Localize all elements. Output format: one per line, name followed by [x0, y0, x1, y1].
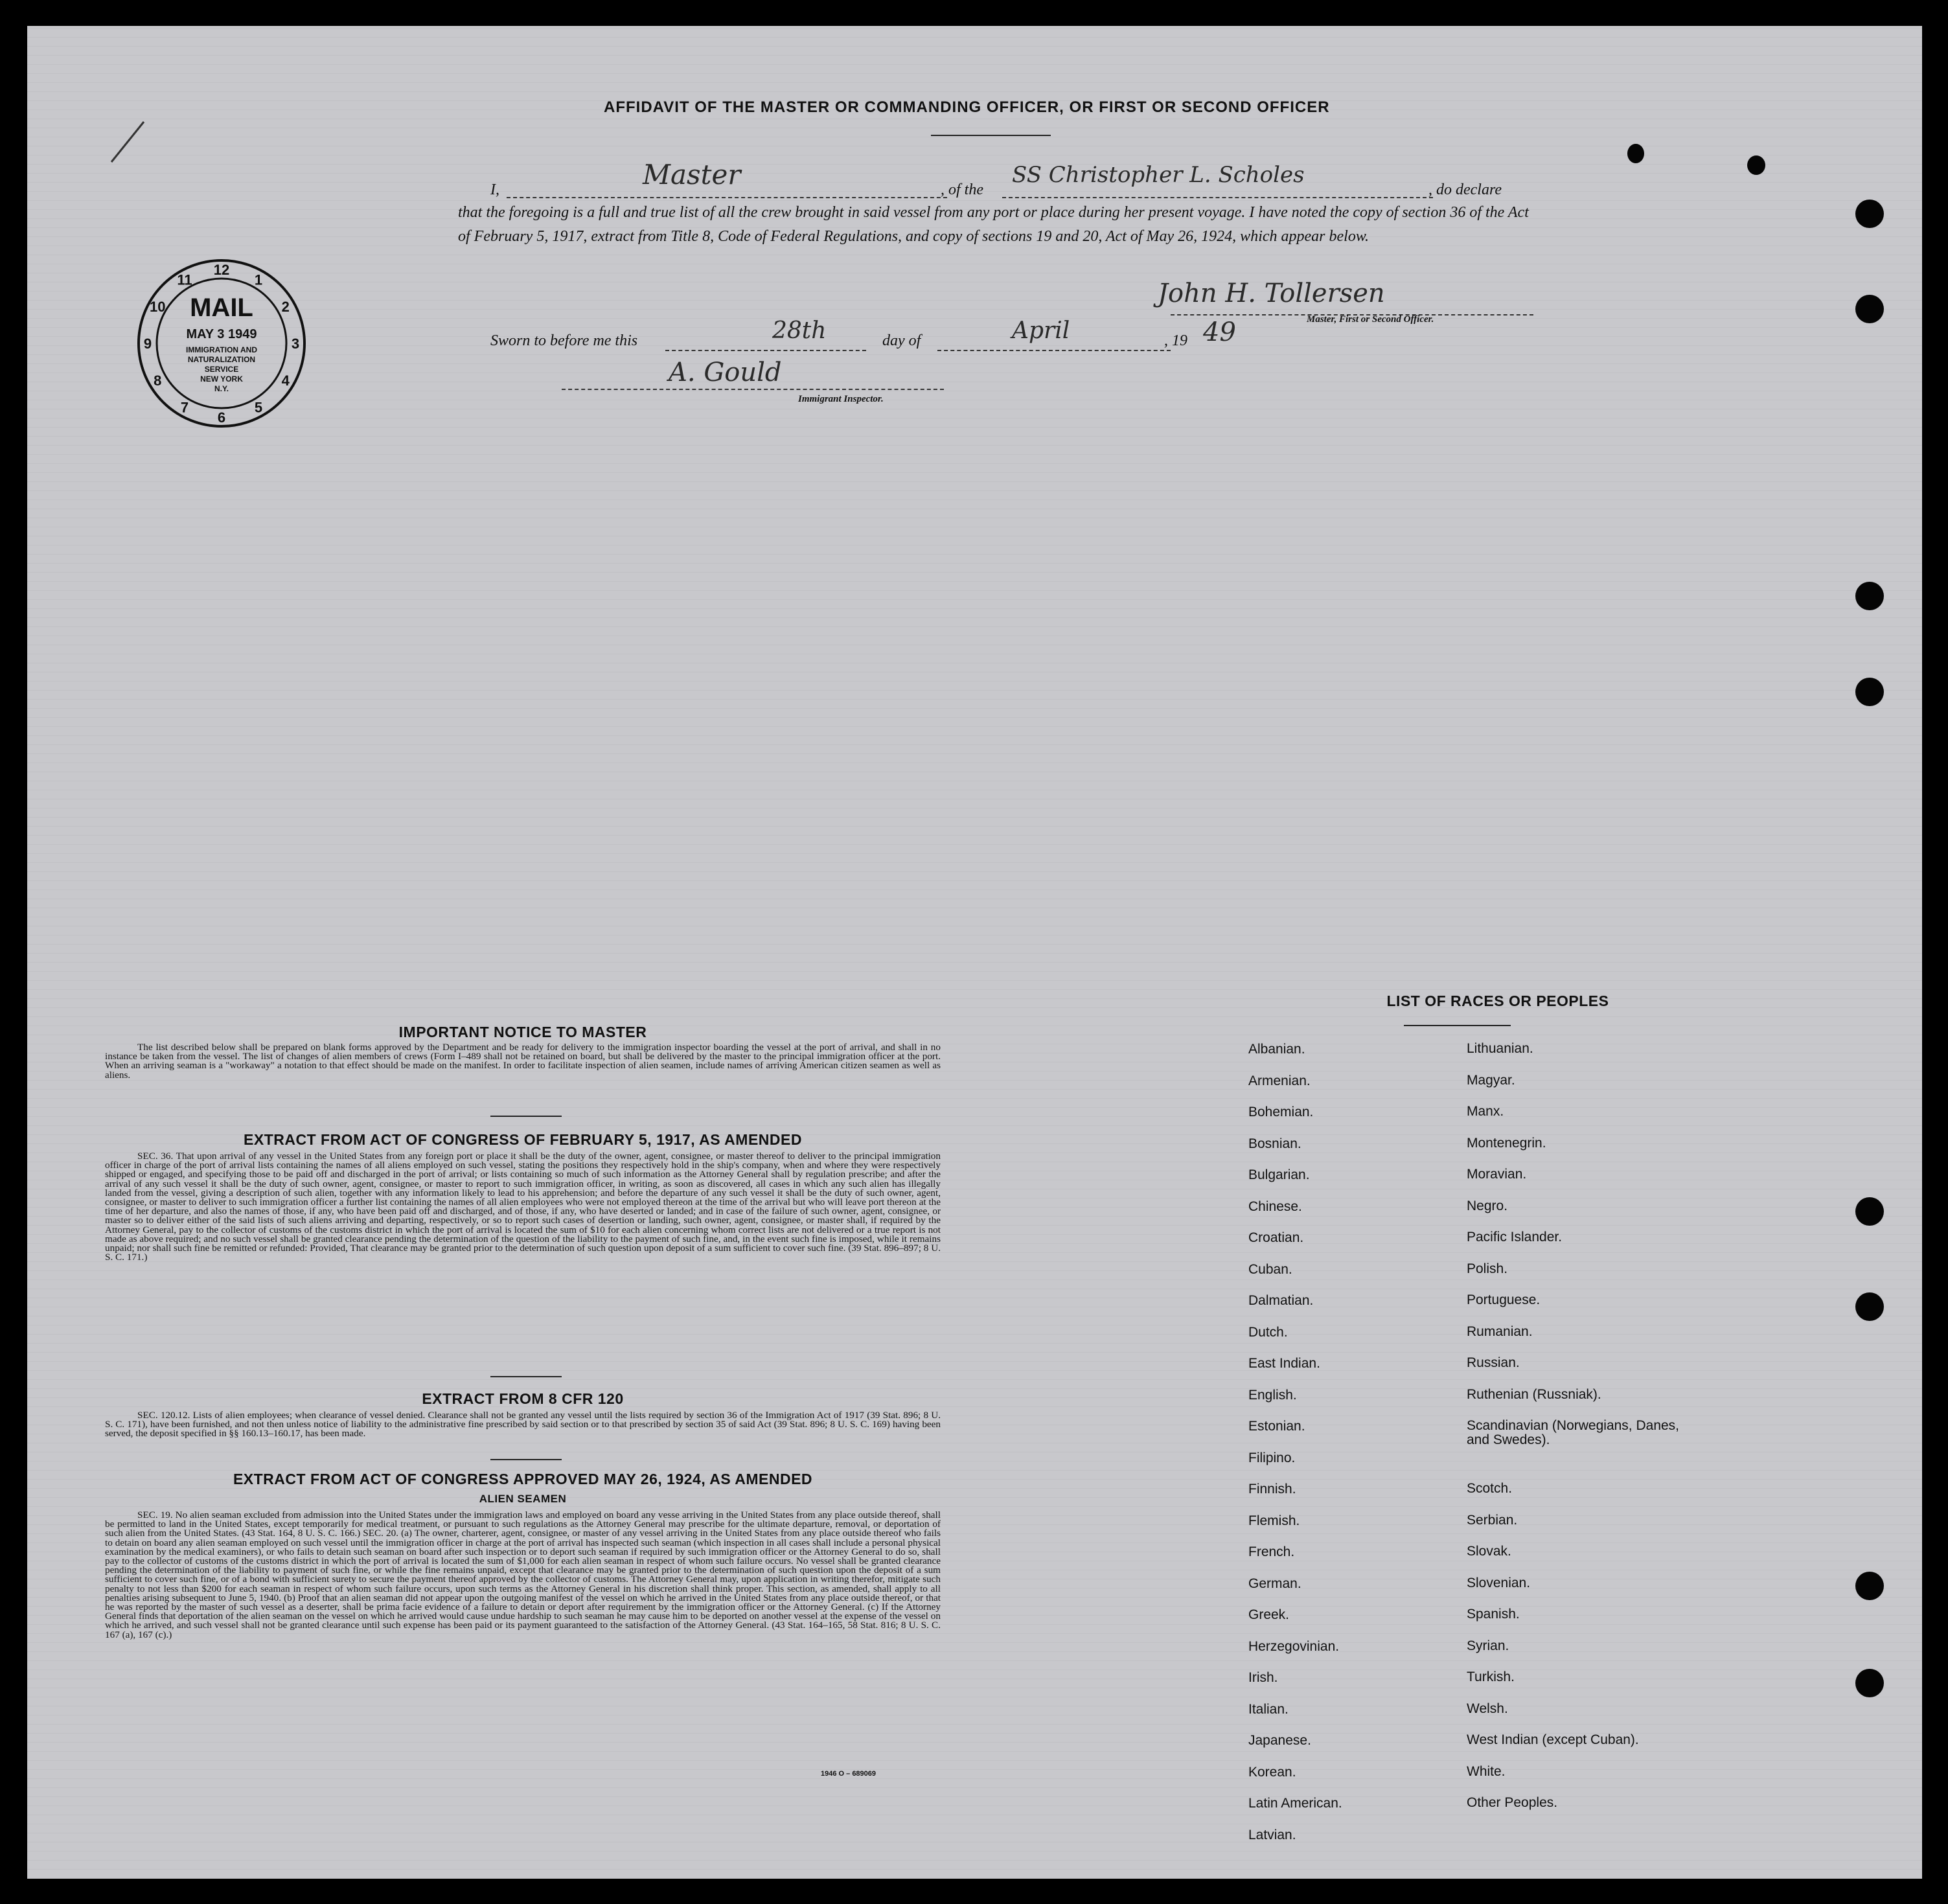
race-item: Serbian. — [1467, 1512, 1518, 1528]
race-item: French. — [1248, 1544, 1295, 1559]
race-item: Other Peoples. — [1467, 1795, 1558, 1810]
race-item: Spanish. — [1467, 1607, 1520, 1622]
race-item: Latvian. — [1248, 1827, 1296, 1842]
handwritten-rank: Master — [643, 159, 741, 190]
binder-hole-8 — [1855, 1669, 1884, 1697]
binder-hole-7 — [1855, 1572, 1884, 1600]
pencil-mark — [105, 117, 170, 168]
rank-line — [507, 197, 947, 198]
binder-hole-6 — [1855, 1292, 1884, 1321]
stamp-hour: 11 — [177, 271, 192, 288]
race-item: Dalmatian. — [1248, 1293, 1314, 1308]
stamp-line1: IMMIGRATION AND — [186, 345, 257, 354]
signature-caption: Master, First or Second Officer. — [1307, 314, 1434, 325]
race-item: Lithuanian. — [1467, 1041, 1533, 1056]
race-item: Scotch. — [1467, 1481, 1513, 1496]
race-item: White. — [1467, 1763, 1506, 1779]
year-prefix: , 19 — [1164, 332, 1187, 349]
binder-hole-2 — [1855, 295, 1884, 323]
race-item: Herzegovinian. — [1248, 1638, 1340, 1654]
race-item: Moravian. — [1467, 1167, 1527, 1182]
binder-hole-5 — [1855, 1197, 1884, 1226]
print-code: 1946 O – 689069 — [821, 1770, 877, 1778]
notice-rule — [490, 1116, 562, 1117]
extract-1924-title: EXTRACT FROM ACT OF CONGRESS APPROVED MAY 26, 1924, AS AMENDED — [233, 1471, 813, 1487]
race-item: Estonian. — [1248, 1419, 1305, 1434]
affidavit-i-label: I, — [490, 181, 499, 198]
extract-cfr-title: EXTRACT FROM 8 CFR 120 — [422, 1390, 624, 1407]
race-item: Greek. — [1248, 1607, 1290, 1622]
race-item: Irish. — [1248, 1670, 1278, 1685]
stamp-hour: 1 — [254, 271, 263, 288]
race-item: Ruthenian (Russniak). — [1467, 1386, 1601, 1402]
race-item: Slovenian. — [1467, 1575, 1531, 1590]
stamp-line2: NATURALIZATION — [187, 355, 256, 364]
races-title: LIST OF RACES OR PEOPLES — [1386, 992, 1609, 1009]
race-item: Russian. — [1467, 1355, 1520, 1370]
stamp-hour: 12 — [213, 262, 230, 278]
race-item: Finnish. — [1248, 1482, 1296, 1497]
races-title-rule — [1404, 1025, 1511, 1026]
sworn-label: Sworn to before me this — [490, 332, 638, 349]
stamp-line4: NEW YORK — [200, 374, 243, 384]
race-item: Italian. — [1248, 1701, 1289, 1717]
handwritten-vessel: SS Christopher L. Scholes — [1012, 162, 1305, 188]
handwritten-day: 28th — [772, 317, 827, 344]
day-of-label: day of — [882, 332, 921, 349]
race-item: Croatian. — [1248, 1230, 1304, 1245]
handwritten-year: 49 — [1203, 317, 1236, 347]
race-item: Turkish. — [1467, 1669, 1515, 1684]
race-item: Korean. — [1248, 1764, 1296, 1780]
race-item: Portuguese. — [1467, 1292, 1541, 1307]
race-item: English. — [1248, 1387, 1297, 1403]
race-item: Welsh. — [1467, 1701, 1508, 1716]
stamp-hour: 9 — [143, 336, 152, 352]
handwritten-inspector: A. Gould — [669, 358, 782, 387]
affidavit-of-the: , of the — [941, 181, 983, 198]
race-item: Polish. — [1467, 1261, 1508, 1276]
month-line — [937, 350, 1171, 351]
race-item: Cuban. — [1248, 1261, 1292, 1277]
handwritten-month: April — [1012, 317, 1070, 344]
stamp-hour: 10 — [150, 299, 166, 315]
race-item: East Indian. — [1248, 1356, 1320, 1371]
affidavit-title-rule — [931, 135, 1051, 136]
day-line — [665, 350, 866, 351]
stamp-hour: 3 — [291, 336, 300, 352]
binder-hole-4 — [1855, 678, 1884, 706]
race-item: Pacific Islander. — [1467, 1230, 1563, 1244]
race-item: German. — [1248, 1576, 1301, 1591]
stamp-word: MAIL — [190, 293, 253, 322]
stamp-hour: 6 — [217, 409, 226, 426]
race-item: Dutch. — [1248, 1324, 1288, 1340]
mail-stamp — [134, 256, 309, 434]
extract-cfr-rule — [490, 1459, 562, 1460]
race-item: Albanian. — [1248, 1042, 1305, 1057]
race-item: Bulgarian. — [1248, 1167, 1310, 1182]
inspector-line — [562, 389, 944, 390]
race-item: Scandinavian (Norwegians, Danes, and Swedes). — [1467, 1418, 1680, 1447]
binder-hole-3 — [1855, 582, 1884, 610]
race-item: Armenian. — [1248, 1073, 1311, 1088]
inspector-caption: Immigrant Inspector. — [798, 394, 884, 404]
extract-1917-rule — [490, 1376, 562, 1377]
race-item: Flemish. — [1248, 1513, 1300, 1528]
race-item: Syrian. — [1467, 1638, 1509, 1653]
handwritten-signature: John H. Tollersen — [1158, 279, 1385, 308]
extract-1917-text: SEC. 36. That upon arrival of any vessel in the United States from any foreign port or place it shall be the duty of the owner, agent, consignee, or master thereof to deliver to the principal immigration officer in charge of the port of arrival lists containing the names of all aliens employed on such vessel, stating the positions they respectively hold in the ship's company, when and where they were respectively shipped or engaged, and specifying those to be paid off and discharged in the port of arrival; or lists containing so much of such information as the Attorney General shall by regulation prescribe; and after the arrival of any such vessel it shall be the duty of such owner, agent, consignee, or master to report to such immigration officer, in writing, as soon as discovered, all cases in which any such alien has illegally landed from the vessel, giving a description of such alien, together with any information likely to lead to his apprehension; and before the departure of any such vessel it shall be the duty of such owner, agent, consignee, or master to deliver to such immigration officer a further list containing the names of all alien employees who were not employed thereon at the time of the arrival but who will leave port thereon at the time of her departure, and also the names of those, if any, who have been paid off and discharged, and of those, if any, who have deserted or landed; and in case of the failure of such owner, agent, consignee, or master so to deliver either of the said lists of such aliens arriving and departing, respectively, or so to report such cases of desertion or landing, such owner, agent, consignee, or master shall, if required by the Attorney General, pay to the collector of customs of the customs district in which the port of arrival is located the sum of $10 for each alien concerning whom correct lists are not delivered or a true report is not made as above required; and no such vessel shall be granted clearance pending the determination of the question of the liability to the payment of such fine, and, in the event such fine is imposed, while it remains unpaid; nor shall such fine be remitted or refunded: Provided, That clearance may be granted prior to the determination of such question upon deposit of a sum sufficient to cover such fine. (39 Stat. 896–897; 8 U. S. C. 171.) — [105, 1151, 941, 1263]
affidavit-body: that the foregoing is a full and true list of all the crew brought in said vessel from any port or place during her present voyage. I have noted the copy of section 36 of the Act of February 5, 1917, extract from Title 8, Code of Federal Regulations, and copy of sections 19 and 20, Act of May 26, 1924, which appear below. — [458, 204, 1529, 245]
race-item: Latin American. — [1248, 1796, 1342, 1811]
stamp-hour: 2 — [281, 299, 290, 315]
race-item: Slovak. — [1467, 1544, 1511, 1559]
ink-mark-2 — [1747, 155, 1765, 175]
race-item: Manx. — [1467, 1104, 1504, 1119]
race-item: West Indian (except Cuban). — [1467, 1732, 1639, 1747]
race-item: Bohemian. — [1248, 1105, 1314, 1119]
race-item: Magyar. — [1467, 1072, 1515, 1088]
extract-1924-subtitle: ALIEN SEAMEN — [479, 1493, 567, 1505]
affidavit-title: AFFIDAVIT OF THE MASTER OR COMMANDING OFFICER, OR FIRST OR SECOND OFFICER — [604, 98, 1330, 116]
race-item: Japanese. — [1248, 1733, 1311, 1748]
affidavit-do-declare: , do declare — [1428, 181, 1502, 198]
race-item: Negro. — [1467, 1198, 1508, 1213]
extract-cfr-text: SEC. 120.12. Lists of alien employees; when clearance of vessel denied. Clearance shall not be granted any vessel until the lists required by section 36 of the Immigration Act of 1917 (39 Stat. 896; 8 U. S. C. 171), have been furnished, and not then unless notice of liability to the administrative fine prescribed by said section or to that prescribed by section 35 of said Act (39 Stat. 896; 8 U. S. C. 169) having been served, the deposit specified in §§ 160.13–160.17, has been made. — [105, 1410, 941, 1439]
stamp-line3: SERVICE — [204, 365, 239, 374]
notice-text: The list described below shall be prepared on blank forms approved by the Department and be ready for delivery to the immigration inspector boarding the vessel at the port of arrival, and shall in no instance be taken from the vessel. The list of changes of alien members of crews (Form I–489 shall not be retained on board, but shall be delivered by the master to the principal immigration officer at the port. When an arriving seaman is a "workaway" a notation to that effect should be made on the manifest. In order to facilitate inspection of alien seamen, include names of arriving American citizen seamen as well as aliens. — [105, 1042, 941, 1081]
stamp-hour: 8 — [154, 373, 162, 389]
extract-1924-text: SEC. 19. No alien seaman excluded from admission into the United States under the immigration laws and employed on board any vesse arriving in the United States from any place outside thereof, shall be permitted to land in the United States, except temporarily for medical treatment, or pursuant to such regulations as the Attorney General may prescribe for the ultimate departure, removal, or deportation of such alien from the United States. (43 Stat. 164, 8 U. S. C. 166.) SEC. 20. (a) The owner, charterer, agent, consignee, or master of any vessel arriving in the United States from any place outside thereof who fails to detain on board any alien seaman employed on such vessel until the immigration officer in charge at the port of arrival has inspected such seaman (which inspection in all cases shall include a personal physical examination by the medical examiners), or who fails to detain such seaman on board after such inspection or to deport such seaman if required by such immigration officer or the Attorney General to do so, shall pay to the collector of customs of the customs district in which the port of arrival is located the sum of $1,000 for each alien seaman in respect of whom such failure occurs. No vessel shall be granted clearance pending the determination of the liability to payment of such fine, or while the fine remains unpaid, except that clearance may be granted prior to the determination of such question upon the deposit of a sum sufficient to cover such fine, or of a bond with sufficient surety to secure the payment thereof approved by the collector of customs. The Attorney General may, upon application in writing therefor, mitigate such penalty to not less than $200 for each seaman in respect of whom such failure occurs, upon such terms as the Attorney General in his discretion shall think proper. This section, as amended, shall apply to all penalties arising subsequent to June 5, 1940. (b) Proof that an alien seaman did not appear upon the outgoing manifest of the vessel on which he arrived in the United States from any place outside thereof, or that he was reported by the master of such vessel as a deserter, shall be prima facie evidence of a failure to detain or deport after requirement by the immigration officer or the Attorney General. (c) If the Attorney General finds that deportation of the alien seaman on the vessel on which he arrived would cause undue hardship to such seaman he may cause him to be deported on another vessel at the expense of the vessel on which he arrived, and such vessel shall not be granted clearance until such expense has been paid or its payment guaranteed to the satisfaction of the Attorney General. (43 Stat. 164–165, 58 Stat. 816; 8 U. S. C. 167 (a), 167 (c).) — [105, 1509, 941, 1640]
extract-1917-title: EXTRACT FROM ACT OF CONGRESS OF FEBRUARY 5, 1917, AS AMENDED — [244, 1131, 802, 1148]
race-item: Chinese. — [1248, 1199, 1302, 1214]
race-item: Bosnian. — [1248, 1136, 1301, 1151]
stamp-date: MAY 3 1949 — [186, 327, 257, 341]
stamp-hour: 5 — [254, 399, 263, 416]
race-item: Montenegrin. — [1467, 1135, 1546, 1151]
stamp-line5: N.Y. — [214, 384, 229, 393]
vessel-line — [1002, 197, 1433, 198]
race-item: Filipino. — [1248, 1450, 1296, 1465]
race-item: Rumanian. — [1467, 1324, 1533, 1339]
ink-mark-1 — [1627, 144, 1644, 163]
binder-hole-1 — [1855, 200, 1884, 228]
stamp-hour: 4 — [281, 373, 290, 389]
stamp-hour: 7 — [180, 399, 189, 416]
document-page — [27, 26, 1922, 1879]
notice-title: IMPORTANT NOTICE TO MASTER — [398, 1024, 647, 1040]
